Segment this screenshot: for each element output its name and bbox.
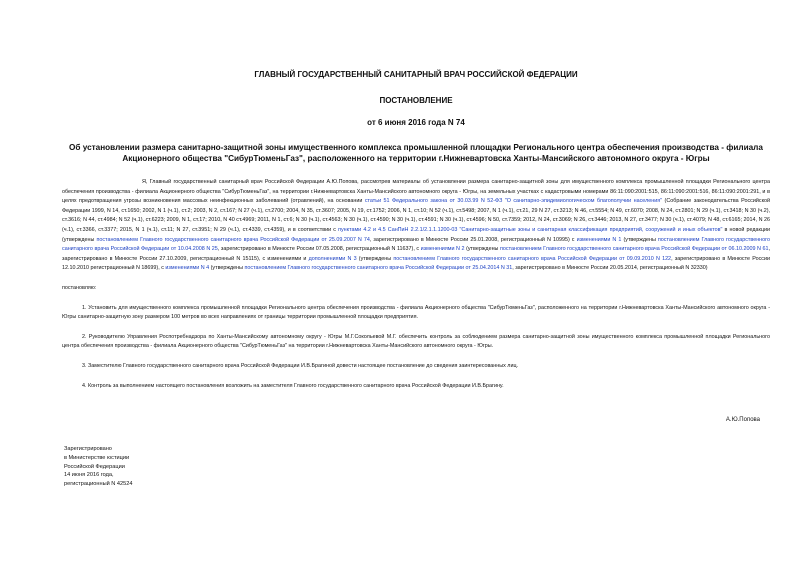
sanpin-link[interactable]: пунктами 4.2 и 4.5 СанПиН 2.2.1/2.1.1.1200-03 "Санитарно-защитные зоны и санитарная классификация предприятий, сооружений и иных объектов" [338,226,723,233]
registration-note [64,445,770,489]
resolution-2014-link[interactable]: постановлением Главного государственного санитарного врача Российской Федерации от 25.04.2014 N 31 [244,265,513,272]
resolution-2007-link[interactable]: постановлением Главного государственного санитарного врача Российской Федерации от 25.09.2007 N 74 [96,236,370,243]
preamble-text: (Собрание законодательства Российской Федерации 1999, N 14, ст.1650; 2002, N 1 (ч.1), ст.2; 2003, N 2, ст.167; N 27 (ч.1), ст.2700; 2004, N 35, ст.3607; 2005, N 19, ст.1752; 2006, N 1, ст.10; N 52 (ч.1), ст.5498; 2007, N 1 (ч.1), ст.21, 29 N 27, ст.3213; N 46, ст.5554; N 49, ст.6070; 2008, N 24, ст.2801; N 29 (ч.1), ст.3418; N 30 (ч.2), ст.3616; N 44, ст.4984; N 52 (ч.1), ст.6223; 2009, N 1, ст.17; 2010, N 40 ст.4969; 2011, N 1, ст.6; N 30 (ч.1), ст.4563; N 30 (ч.1), ст.4590; N 30 (ч.1), ст.4591; N 30 (ч.1), ст.4596; N 50, ст.7359; 2012, N 24, ст.3069; N 26, ст.3446; 2013, N 27, ст.3477; N 30 (ч.1), ст.4079; N 48, ст.6165; 2014, N 26 (ч.1), ст.3366, ст.3377; 2015, N 1 (ч.1), ст.11; N 27, ст.3951; N 29 (ч.1), ст.4339, ст.4359), и в соответствии с [62,198,771,233]
registration-line: Зарегистрировано [64,446,112,453]
preamble-text: (утверждены [356,255,394,262]
resolution-item-4: 4. Контроль за выполнением настоящего постановления возложить на заместителя Главного государственного санитарного врача Российской Федерации И.В.Брагину. [82,382,504,389]
preamble-text: , зарегистрировано в Минюсте России 07.05.2008, регистрационный N 11637), с [217,246,421,253]
registration-line: регистрационный N 42524 [64,481,133,488]
preamble-text: Я, Главный государственный санитарный врач Российской Федерации А.Ю.Попова, рассмотрев материалы об установлении размера санитарно-защитной зоны для имущественного комплекса промышленной площадки Регионального центра обеспечения производства - филиала Акционерного общества "СибурТюменьГаз", на территории г.Нижневартовска Ханты-Мансийского автономного округа - Югры, на земельных участках с кадастровыми номерами 86:11:090:2001:515, 86:11:090:2001:516, 86:11:090:2001:291, и в целях предотвращения угрозы возникновения массовых неинфекционных заболеваний (отравлений), на основании [62,179,770,205]
changes-4-link[interactable]: изменениями N 4 [165,265,210,272]
preamble-text: (утверждены [464,246,501,253]
document-title: Об установлении размера санитарно-защитной зоны имущественного комплекса промышленной площадки Регионального центра обеспечения производства - филиала Акционерного общества "СибурТюменьГаз", расположенного на территории г.Нижневартовска Ханты-Мансийского автономного округа - Югры [69,143,763,163]
preamble-paragraph [62,178,770,274]
document-type: ПОСТАНОВЛЕНИЕ [379,96,453,105]
registration-line: в Министерстве юстиции [64,454,130,461]
resolution-item-3: 3. Заместителю Главного государственного санитарного врача Российской Федерации И.В.Брагиной довести настоящее постановление до сведения заинтересованных лиц. [82,362,519,369]
preamble-text: , зарегистрировано в Минюсте России 12.10.2010 регистрационный N 18699), с [62,255,770,272]
registration-line: 14 июня 2016 года, [64,472,114,479]
changes-2-link[interactable]: изменениями N 2 [420,246,465,253]
resolution-2010-link[interactable]: постановлением Главного государственного санитарного врача Российской Федерации от 09.09.2010 N 122 [393,255,672,262]
signatory-name: А.Ю.Попова [725,417,760,424]
resolve-label: постановляю: [62,284,97,291]
preamble-text: , зарегистрировано в Минюсте России 27.10.2009, регистрационный N 15115), с изменениями и [62,246,770,262]
resolution-2008-link[interactable]: постановлением Главного государственного санитарного врача Российской Федерации от 10.04.2008 N 25 [62,236,770,253]
preamble-text: (утверждены [621,236,658,243]
preamble-text: , зарегистрировано в Минюсте России 20.05.2014, регистрационный N 32330) [512,265,708,272]
issuing-authority: ГЛАВНЫЙ ГОСУДАРСТВЕННЫЙ САНИТАРНЫЙ ВРАЧ РОССИЙСКОЙ ФЕДЕРАЦИИ [254,70,578,79]
preamble-text: (утверждены [209,265,245,272]
additions-3-link[interactable]: дополнениями N 3 [308,255,357,262]
changes-1-link[interactable]: изменениями N 1 [576,236,622,243]
preamble-text: в новой редакции (утверждены [62,226,770,243]
resolution-item-2: 2. Руководителю Управления Роспотребнадзора по Ханты-Мансийскому автономному округу - Югры М.Г.Сокольевой М.Г. обеспечить контроль за соблюдением размера санитарно-защитной зоны имущественного комплекса промышленной площадки Регионального центра обеспечения производства - филиала Акционерного общества "СибурТюменьГаз" на территории г.Нижневартовска Ханты-Мансийского автономного округа - Югры. [62,333,770,350]
document-date-number: от 6 июня 2016 года N 74 [367,118,465,127]
law-article-link[interactable]: статьи 51 Федерального закона от 30.03.99 N 52-ФЗ "О санитарно-эпидемиологическом благополучии населения" [364,198,663,205]
resolution-2009-link[interactable]: постановлением Главного государственного санитарного врача Российской Федерации от 06.10.2009 N 61 [500,246,769,253]
resolution-item-1: 1. Установить для имущественного комплекса промышленной площадки Регионального центра обеспечения производства - филиала Акционерного общества "СибурТюменьГаз", расположенного на территории г.Нижневартовска Ханты-Мансийского автономного округа - Югры санитарно-защитную зону размером 100 метров во всех направлениях от границы территории промышленной площадки предприятия. [62,304,770,321]
registration-line: Российской Федерации [64,463,125,470]
document-page [62,58,770,489]
preamble-text: , зарегистрировано в Минюсте России 25.01.2008, регистрационный N 10995) с [369,236,577,243]
